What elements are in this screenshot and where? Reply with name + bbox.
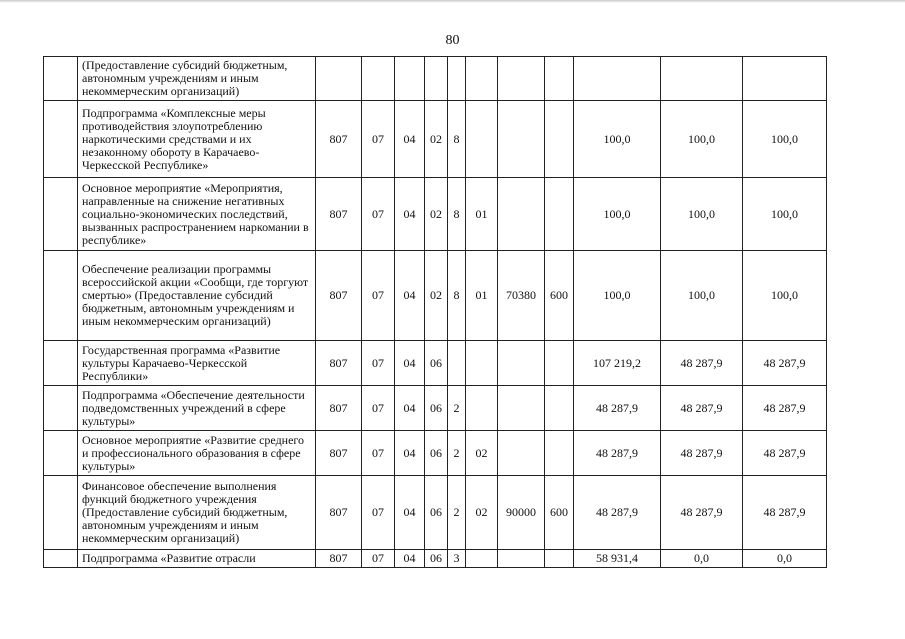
cell-amount-2: 48 287,9 (661, 386, 743, 431)
cell-direction (498, 341, 545, 386)
table-row (44, 341, 827, 386)
cell-section: 07 (362, 341, 395, 386)
table-row (44, 431, 827, 476)
cell-amount-1: 48 287,9 (574, 431, 661, 476)
table-row (44, 550, 827, 568)
blank-cell (44, 476, 78, 550)
cell-program: 02 (425, 178, 448, 251)
cell-program (425, 57, 448, 101)
cell-amount-1 (574, 57, 661, 101)
cell-subprogram: 8 (448, 178, 466, 251)
cell-activity (466, 57, 498, 101)
cell-amount-3: 100,0 (743, 101, 827, 178)
cell-expense-type: 600 (545, 476, 574, 550)
cell-amount-3: 48 287,9 (743, 386, 827, 431)
cell-amount-2: 100,0 (661, 178, 743, 251)
cell-subprogram: 2 (448, 476, 466, 550)
cell-section: 07 (362, 476, 395, 550)
cell-ministry: 807 (316, 386, 362, 431)
cell-subsection: 04 (395, 178, 425, 251)
scan-top-edge (0, 0, 905, 3)
cell-subsection: 04 (395, 101, 425, 178)
page-number: 80 (445, 33, 460, 48)
table-row (44, 101, 827, 178)
cell-subprogram: 8 (448, 251, 466, 341)
cell-amount-2 (661, 57, 743, 101)
blank-cell (44, 178, 78, 251)
cell-activity (466, 101, 498, 178)
table-row (44, 57, 827, 101)
cell-amount-1: 107 219,2 (574, 341, 661, 386)
row-name: Подпрограмма «Развитие отрасли (78, 550, 316, 568)
cell-program: 06 (425, 386, 448, 431)
cell-expense-type (545, 101, 574, 178)
cell-activity (466, 550, 498, 568)
table-row (44, 251, 827, 341)
cell-subprogram: 2 (448, 431, 466, 476)
row-name: Подпрограмма «Обеспечение деятельности подведомственных учреждений в сфере культуры» (78, 386, 316, 431)
cell-activity: 02 (466, 476, 498, 550)
row-name: Обеспечение реализации программы всероссийской акции «Сообщи, где торгуют смертью» (Предоставление субсидий бюджетным, автономным учреждениям и иным некоммерческим организаций) (78, 251, 316, 341)
cell-subsection: 04 (395, 550, 425, 568)
cell-section: 07 (362, 251, 395, 341)
cell-ministry: 807 (316, 178, 362, 251)
cell-direction: 70380 (498, 251, 545, 341)
cell-amount-3: 48 287,9 (743, 476, 827, 550)
cell-program: 06 (425, 341, 448, 386)
row-name: Основное мероприятие «Мероприятия, направленные на снижение негативных социально-экономических последствий, вызванных распространением наркомании в республике» (78, 178, 316, 251)
cell-amount-3: 100,0 (743, 178, 827, 251)
row-name: Финансовое обеспечение выполнения функций бюджетного учреждения (Предоставление субсидий бюджетным, автономным учреждениям и иным некоммерческим организаций) (78, 476, 316, 550)
row-name: Основное мероприятие «Развитие среднего и профессионального образования в сфере культуры» (78, 431, 316, 476)
cell-amount-3: 48 287,9 (743, 341, 827, 386)
cell-direction (498, 550, 545, 568)
cell-amount-1: 48 287,9 (574, 476, 661, 550)
cell-amount-3: 0,0 (743, 550, 827, 568)
cell-amount-3: 100,0 (743, 251, 827, 341)
cell-program: 02 (425, 251, 448, 341)
cell-section: 07 (362, 101, 395, 178)
cell-section: 07 (362, 550, 395, 568)
cell-subprogram: 8 (448, 101, 466, 178)
cell-subprogram: 2 (448, 386, 466, 431)
cell-direction (498, 178, 545, 251)
row-name: (Предоставление субсидий бюджетным, автономным учреждениям и иным некоммерческим организаций) (78, 57, 316, 101)
cell-expense-type (545, 178, 574, 251)
blank-cell (44, 251, 78, 341)
cell-ministry: 807 (316, 476, 362, 550)
cell-direction (498, 101, 545, 178)
cell-amount-1: 100,0 (574, 251, 661, 341)
row-name: Государственная программа «Развитие культуры Карачаево-Черкесской Республики» (78, 341, 316, 386)
cell-subprogram (448, 341, 466, 386)
cell-activity: 01 (466, 251, 498, 341)
cell-expense-type (545, 550, 574, 568)
cell-section: 07 (362, 386, 395, 431)
cell-direction (498, 431, 545, 476)
cell-ministry (316, 57, 362, 101)
budget-table (43, 56, 827, 568)
cell-program: 06 (425, 431, 448, 476)
cell-activity: 01 (466, 178, 498, 251)
cell-program: 06 (425, 550, 448, 568)
cell-ministry: 807 (316, 251, 362, 341)
cell-amount-2: 48 287,9 (661, 431, 743, 476)
cell-expense-type (545, 341, 574, 386)
cell-section: 07 (362, 431, 395, 476)
cell-subsection: 04 (395, 341, 425, 386)
cell-ministry: 807 (316, 431, 362, 476)
cell-subsection: 04 (395, 431, 425, 476)
row-name: Подпрограмма «Комплексные меры противодействия злоупотреблению наркотическими средствами и их незаконному обороту в Карачаево-Черкесской Республике» (78, 101, 316, 178)
cell-activity (466, 341, 498, 386)
cell-amount-2: 0,0 (661, 550, 743, 568)
cell-expense-type: 600 (545, 251, 574, 341)
cell-activity: 02 (466, 431, 498, 476)
blank-cell (44, 341, 78, 386)
cell-ministry: 807 (316, 101, 362, 178)
cell-amount-3: 48 287,9 (743, 431, 827, 476)
blank-cell (44, 550, 78, 568)
cell-ministry: 807 (316, 341, 362, 386)
cell-subprogram (448, 57, 466, 101)
cell-subsection: 04 (395, 386, 425, 431)
cell-expense-type (545, 386, 574, 431)
blank-cell (44, 57, 78, 101)
cell-subsection: 04 (395, 476, 425, 550)
cell-subsection: 04 (395, 251, 425, 341)
cell-program: 02 (425, 101, 448, 178)
cell-amount-2: 48 287,9 (661, 476, 743, 550)
cell-direction: 90000 (498, 476, 545, 550)
cell-activity (466, 386, 498, 431)
cell-amount-1: 100,0 (574, 101, 661, 178)
cell-amount-3 (743, 57, 827, 101)
blank-cell (44, 386, 78, 431)
cell-amount-1: 58 931,4 (574, 550, 661, 568)
cell-program: 06 (425, 476, 448, 550)
cell-amount-2: 100,0 (661, 101, 743, 178)
cell-amount-2: 48 287,9 (661, 341, 743, 386)
cell-subprogram: 3 (448, 550, 466, 568)
cell-subsection (395, 57, 425, 101)
table-row (44, 178, 827, 251)
cell-amount-1: 48 287,9 (574, 386, 661, 431)
table-row (44, 386, 827, 431)
cell-section (362, 57, 395, 101)
cell-amount-2: 100,0 (661, 251, 743, 341)
blank-cell (44, 431, 78, 476)
cell-amount-1: 100,0 (574, 178, 661, 251)
cell-direction (498, 386, 545, 431)
cell-expense-type (545, 431, 574, 476)
cell-direction (498, 57, 545, 101)
blank-cell (44, 101, 78, 178)
table-row (44, 476, 827, 550)
cell-section: 07 (362, 178, 395, 251)
cell-expense-type (545, 57, 574, 101)
cell-ministry: 807 (316, 550, 362, 568)
